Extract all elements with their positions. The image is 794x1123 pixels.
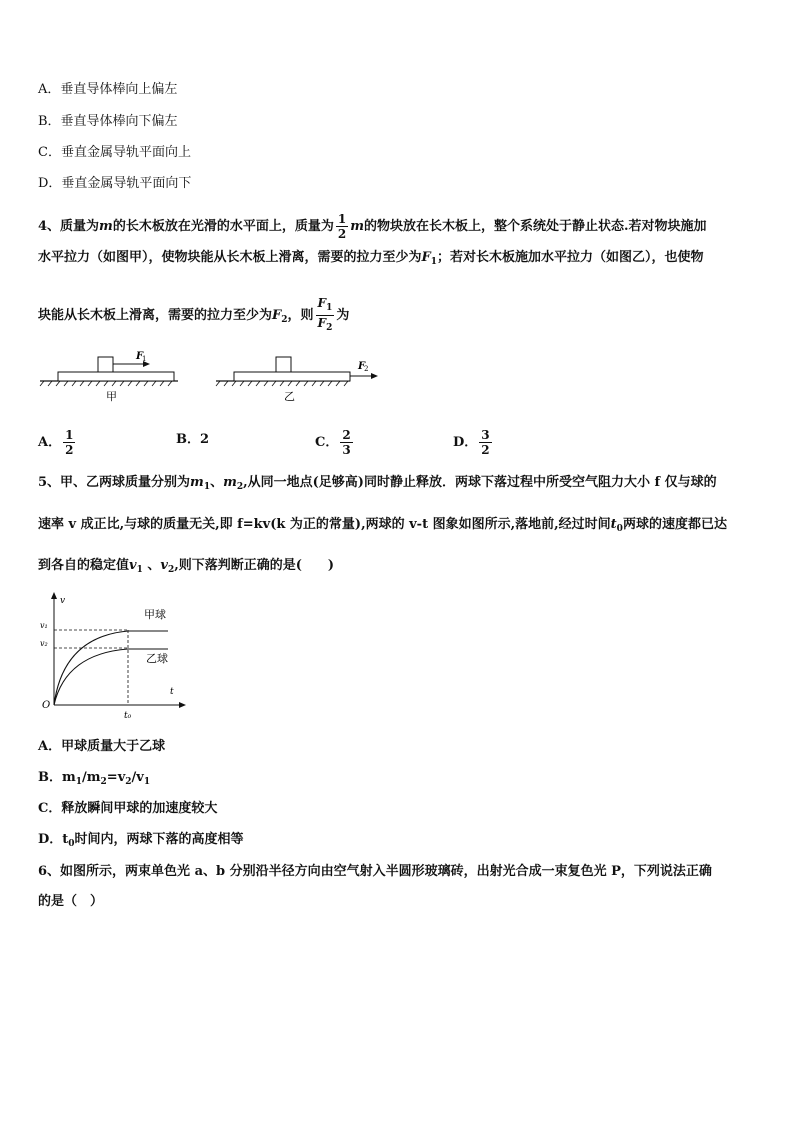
q3-option-d: D．垂直金属导轨平面向下	[38, 176, 192, 191]
svg-text:F: F	[358, 361, 366, 372]
q4-option-c: C． $\frac{2}{3}$	[315, 428, 351, 457]
q4-figure-jia	[38, 345, 183, 405]
long-board	[234, 372, 350, 381]
q4-stem-line3: 块能从长木板上滑离，需要的拉力至少为$F_2$，则 $\frac{F_1}{F_2}$ 为	[38, 296, 350, 333]
svg-text:F: F	[136, 351, 144, 362]
q5-option-b: B．$m_1/m_2=v_2/v_1$	[38, 770, 151, 787]
curve-jia-label: 甲球	[144, 608, 166, 621]
q5-option-a: A．甲球质量大于乙球	[38, 739, 166, 754]
y-axis-label: v	[60, 596, 66, 606]
q6-stem-line1: 6、如图所示，两束单色光 a、b 分别沿半径方向由空气射入半圆形玻璃砖，出射光合成一束复色光 P，下列说法正确	[38, 864, 712, 879]
x-axis-label: t	[170, 687, 174, 697]
q4-figure-yi	[214, 345, 384, 405]
q3-option-b: B．垂直导体棒向下偏左	[38, 114, 178, 129]
q5-option-d: D．$t_0$时间内，两球下落的高度相等	[38, 832, 244, 849]
caption-yi: 乙	[284, 390, 295, 403]
q5-option-c: C．释放瞬间甲球的加速度较大	[38, 801, 218, 816]
svg-text:2: 2	[364, 365, 369, 373]
q5-vt-graph	[36, 590, 186, 725]
small-block	[98, 357, 113, 372]
q5-stem-line1: 5、甲、乙两球质量分别为$m_1$、$m_2$,从同一地点(足够高)同时静止释放．两球下落过程中所受空气阻力大小 f 仅与球的	[38, 475, 717, 492]
q5-stem-line3: 到各自的稳定值$v_1$ 、$v_2$,则下落判断正确的是( )	[38, 558, 335, 575]
q4-half-fraction: $\frac{1}{2}$	[337, 212, 347, 241]
svg-text:1: 1	[142, 355, 147, 363]
long-board	[58, 372, 174, 381]
q4-option-b: B．2	[176, 432, 210, 447]
q4-option-a: A． $\frac{1}{2}$	[38, 428, 74, 457]
v2-tick-label: v₂	[40, 639, 48, 648]
t0-tick-label: t₀	[124, 711, 132, 721]
curve-yi-label: 乙球	[146, 652, 168, 665]
q4-f1-over-f2: $\frac{F_1}{F_2}$	[317, 296, 333, 333]
v1-tick-label: v₁	[40, 621, 48, 630]
caption-jia: 甲	[106, 390, 117, 403]
q4-option-d: D． $\frac{3}{2}$	[453, 428, 490, 457]
q3-option-c: C．垂直金属导轨平面向上	[38, 145, 191, 160]
origin-label: O	[42, 700, 51, 711]
q6-stem-line2: 的是（ ）	[38, 894, 104, 909]
q4-stem-line2: 水平拉力（如图甲），使物块能从长木板上滑离，需要的拉力至少为$F_1$；若对长木板施加水平拉力（如图乙），也使物	[38, 250, 704, 267]
q3-option-a: A．垂直导体棒向上偏左	[38, 82, 178, 97]
q5-stem-line2: 速率 v 成正比,与球的质量无关,即 f=kv(k 为正的常量),两球的 v-t 图象如图所示,落地前,经过时间$t_0$两球的速度都已达	[38, 517, 727, 534]
small-block	[276, 357, 291, 372]
curve-jia	[54, 631, 168, 705]
q4-stem-line1: 4、质量为m的长木板放在光滑的水平面上，质量为 $\frac{1}{2}$ m的物块放在长木板上，整个系统处于静止状态.若对物块施加	[38, 212, 707, 241]
